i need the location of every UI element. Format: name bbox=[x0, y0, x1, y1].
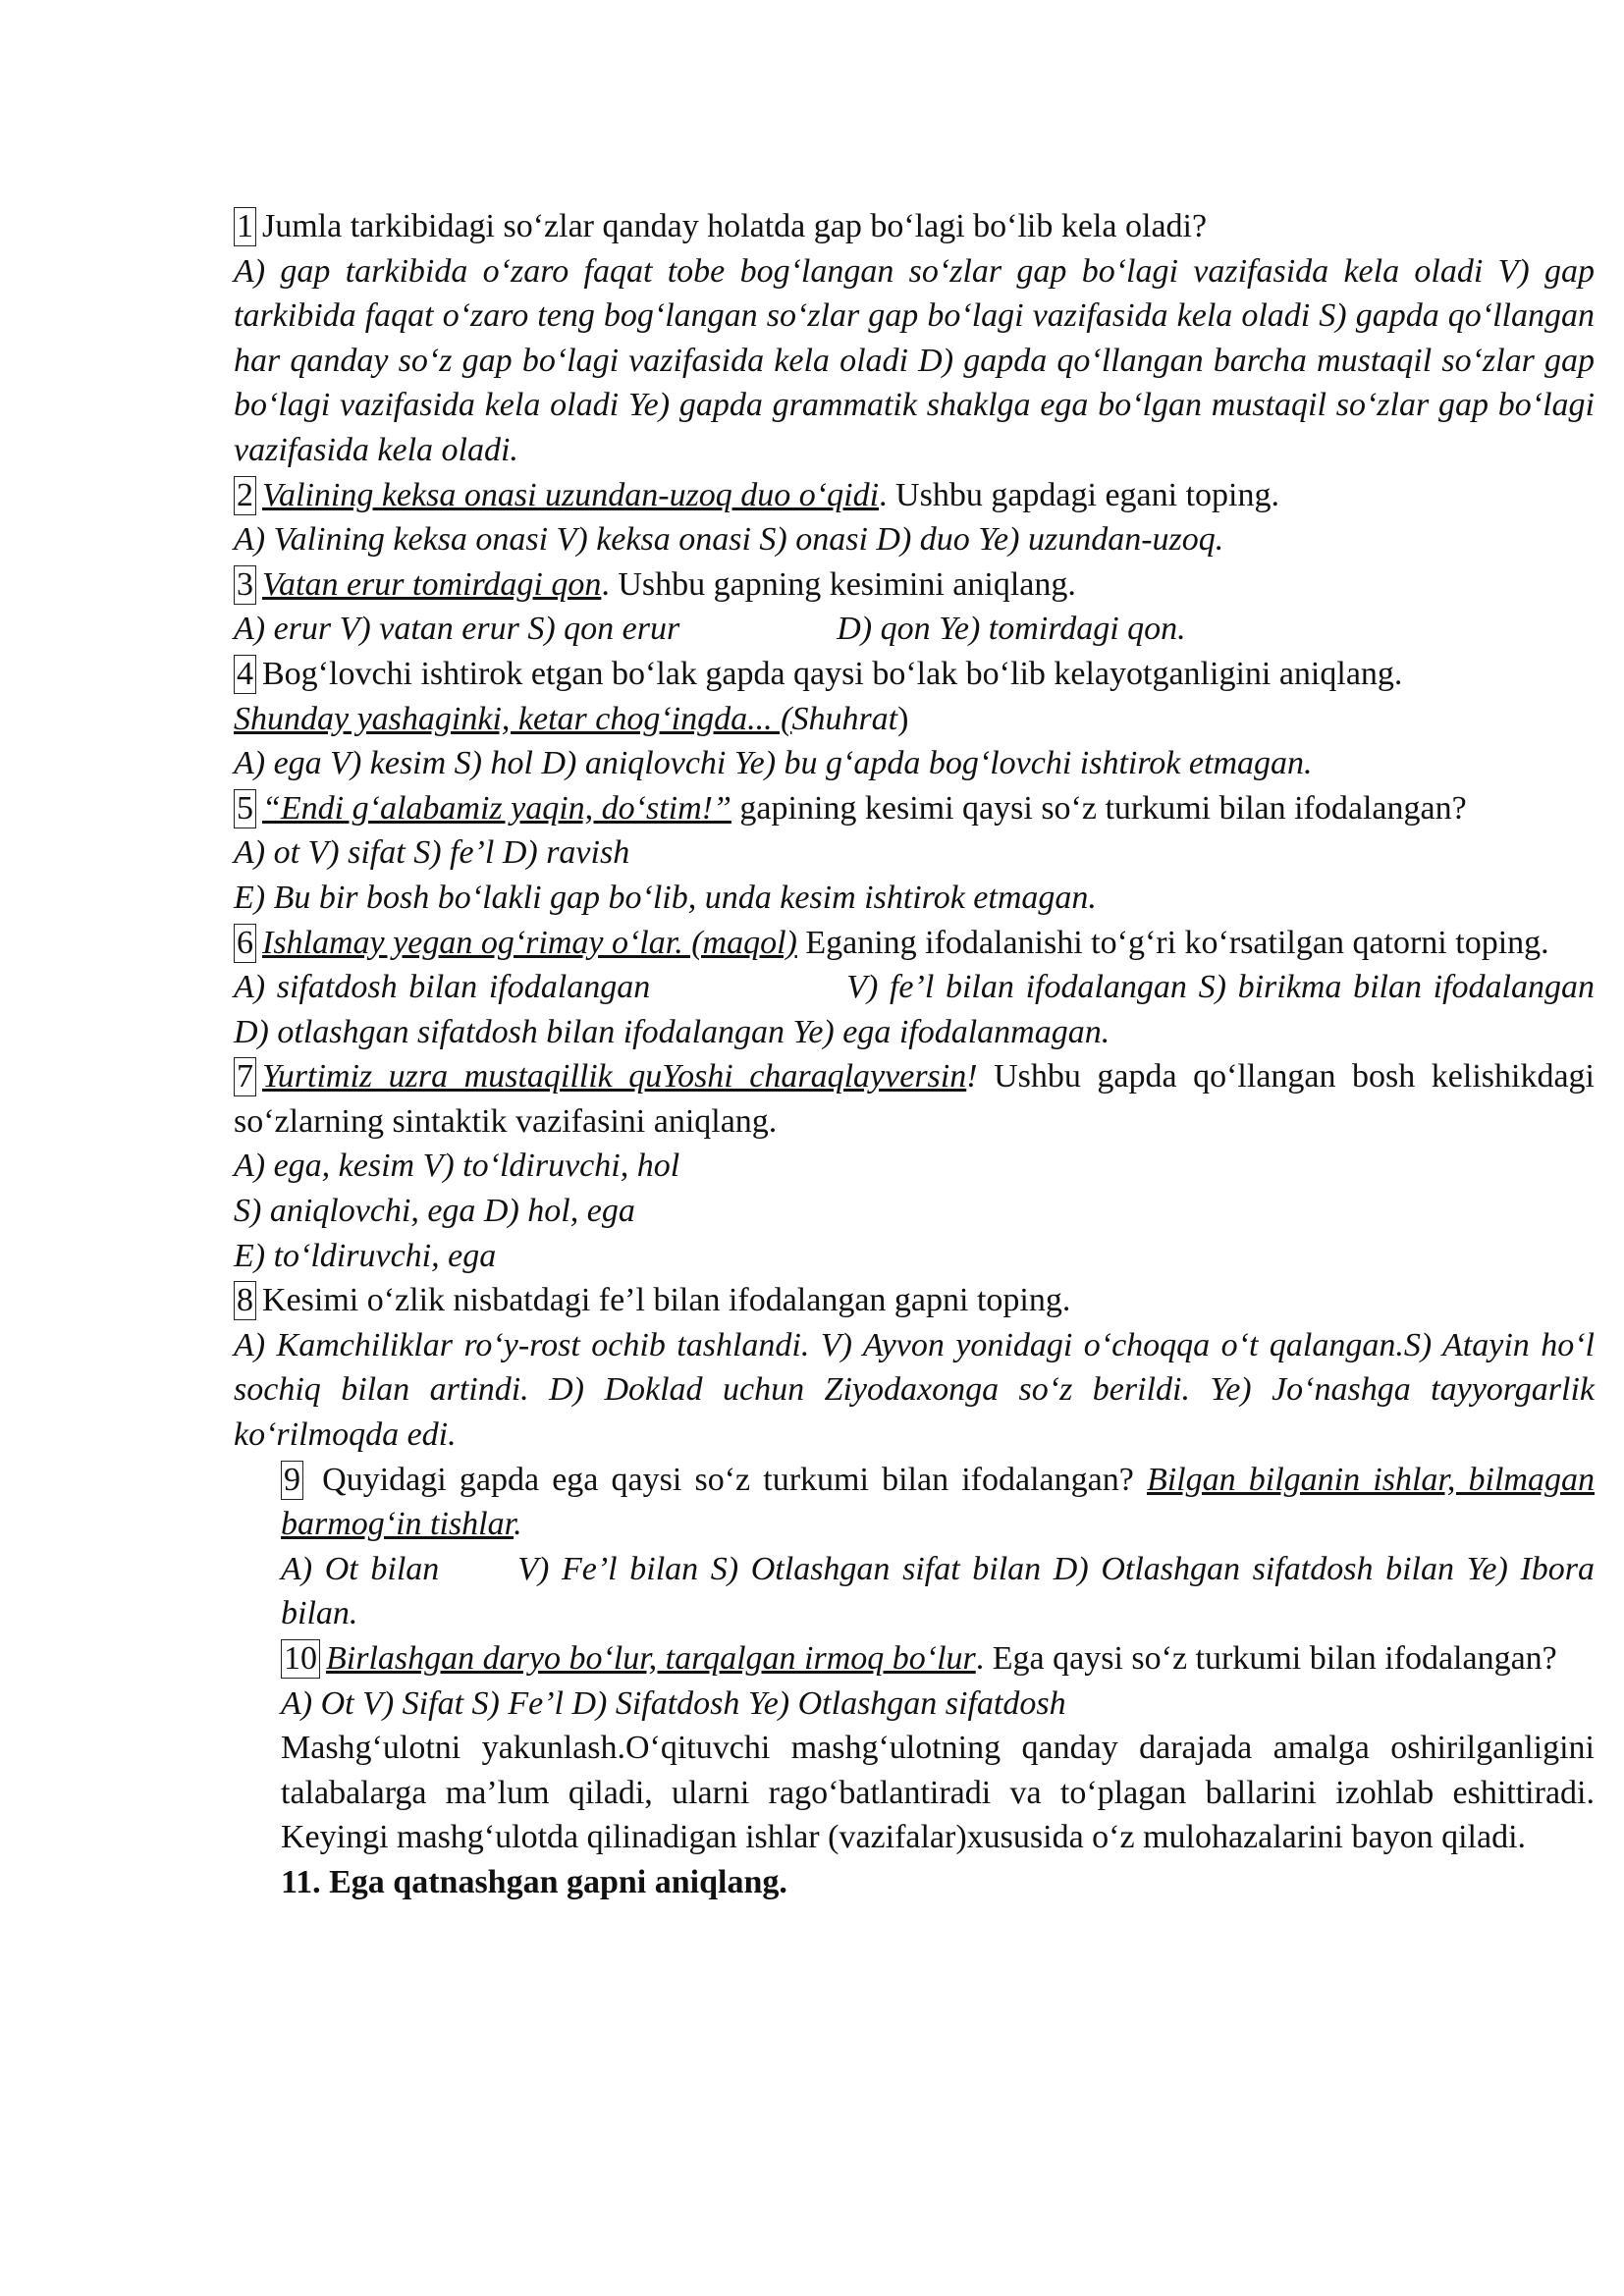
example-sentence: Yurtimiz uzra mustaqillik quYoshi charaqlayversin bbox=[262, 1058, 967, 1095]
question-number: 3 bbox=[234, 565, 256, 605]
question-text: Bog‘lovchi ishtirok etgan bo‘lak gapda qaysi bo‘lak bo‘lib kelayotganligini aniqlang. bbox=[262, 655, 1403, 692]
answer-options-second: V) fe’l bilan ifodalangan S) birikma bilan ifodalangan D) otlashgan sifatdosh bilan ifodalangan Ye) ega ifodalanmagan. bbox=[234, 969, 1595, 1050]
answer-options-first: A) erur V) vatan erur S) qon erur bbox=[234, 611, 680, 648]
question-number: 1 bbox=[234, 207, 256, 246]
question-8 bbox=[234, 1278, 1595, 1323]
answer-options-second: V) Fe’l bilan S) Otlashgan sifat bilan D) Otlashgan sifatdosh bilan Ye) Ibora bilan. bbox=[281, 1550, 1596, 1632]
question-2 bbox=[234, 473, 1595, 518]
example-sentence: Ishlamay yegan og‘rimay o‘lar. (maqol) bbox=[262, 924, 797, 961]
question-number: 8 bbox=[234, 1281, 256, 1320]
answer-options-second: D) qon Ye) tomirdagi qon. bbox=[837, 611, 1186, 648]
example-author-close: ) bbox=[897, 700, 909, 737]
question-6 bbox=[234, 921, 1595, 966]
example-punctuation: . bbox=[514, 1506, 522, 1543]
test-questions bbox=[234, 204, 1595, 1905]
example-sentence: Shunday yashaginki, ketar chog‘ingda... ( bbox=[234, 700, 792, 737]
answer-options bbox=[234, 1547, 1595, 1636]
answer-options: S) aniqlovchi, ega D) hol, ega bbox=[234, 1193, 635, 1230]
question-text: Jumla tarkibidagi so‘zlar qanday holatda gap bo‘lagi bo‘lib kela oladi? bbox=[262, 208, 1208, 244]
example-sentence: “Endi g‘alabamiz yaqin, do‘stim!” bbox=[262, 789, 731, 827]
example-punctuation: ! bbox=[966, 1058, 978, 1095]
example-line bbox=[234, 697, 1595, 742]
answer-options: A) Valining keksa onasi V) keksa onasi S) onasi D) duo Ye) uzundan-uzoq. bbox=[234, 521, 1224, 559]
answer-options: A) Kamchiliklar ro‘y-rost ochib tashlandi. V) Ayvon yonidagi o‘choqqa o‘t qalangan.S) Atayin ho‘l sochiq bilan artindi. D) Doklad uchun Ziyodaxonga so‘z berildi. Ye) Jo‘nashga tayyorgarlik ko‘rilmoqda edi. bbox=[234, 1326, 1595, 1454]
question-9 bbox=[234, 1458, 1595, 1547]
question-text: . Ushbu gapning kesimini aniqlang. bbox=[601, 565, 1076, 603]
answer-options bbox=[234, 607, 1595, 652]
question-text: . Ega qaysi so‘z turkumi bilan ifodalangan? bbox=[975, 1640, 1557, 1677]
answer-options: A) ega, kesim V) to‘ldiruvchi, hol bbox=[234, 1148, 680, 1185]
question-7 bbox=[234, 1054, 1595, 1144]
question-number: 4 bbox=[234, 655, 256, 694]
question-4 bbox=[234, 652, 1595, 697]
question-10 bbox=[234, 1636, 1595, 1682]
question-text: . Ushbu gapdagi egani toping. bbox=[879, 476, 1279, 513]
answer-options: E) to‘ldiruvchi, ega bbox=[234, 1237, 497, 1274]
answer-options: E) Bu bir bosh bo‘lakli gap bo‘lib, unda kesim ishtirok etmagan. bbox=[234, 879, 1097, 916]
answer-options-first: A) Ot bilan bbox=[281, 1550, 440, 1587]
example-author: Shuhrat bbox=[791, 700, 898, 737]
question-text: Eganing ifodalanishi to‘g‘ri ko‘rsatilgan qatorni toping. bbox=[796, 924, 1549, 961]
example-sentence: Birlashgan daryo bo‘lur, tarqalgan irmoq bo‘lur bbox=[326, 1640, 976, 1677]
question-1 bbox=[234, 204, 1595, 249]
closing-paragraph: Mashg‘ulotni yakunlash.O‘qituvchi mashg‘ulotning qanday darajada amalga oshirilganligini talabalarga ma’lum qiladi, ularni rago‘batlantiradi va to‘plagan ballarini izohlab eshittiradi. Keyingi mashg‘ulotda qilinadigan ishlar (vazifalar)xususida o‘z mulohazalarini bayon qiladi. bbox=[281, 1730, 1595, 1856]
answer-options: A) gap tarkibida o‘zaro faqat tobe bog‘langan so‘zlar gap bo‘lagi vazifasida kela oladi V) gap tarkibida faqat o‘zaro teng bog‘langan so‘zlar gap bo‘lagi vazifasida kela oladi S) gapda qo‘llangan har qanday so‘z gap bo‘lagi vazifasida kela oladi D) gapda qo‘llangan barcha mustaqil so‘zlar gap bo‘lagi vazifasida kela oladi Ye) gapda grammatik shaklga ega bo‘lgan mustaqil so‘zlar gap bo‘lagi vazifasida kela oladi. bbox=[234, 252, 1595, 468]
question-text: Quyidagi gapda ega qaysi so‘z turkumi bilan ifodalangan? bbox=[309, 1461, 1147, 1498]
answer-options: A) Ot V) Sifat S) Fe’l D) Sifatdosh Ye) Otlashgan sifatdosh bbox=[281, 1684, 1066, 1722]
question-3 bbox=[234, 562, 1595, 608]
question-number: 5 bbox=[234, 789, 256, 828]
question-11: 11. Ega qatnashgan gapni aniqlang. bbox=[281, 1863, 787, 1900]
question-number: 7 bbox=[234, 1057, 256, 1096]
question-number: 6 bbox=[234, 924, 256, 963]
question-number: 2 bbox=[234, 476, 256, 515]
answer-options: A) ot V) sifat S) fe’l D) ravish bbox=[234, 834, 630, 872]
answer-options-first: A) sifatdosh bilan ifodalangan bbox=[234, 969, 651, 1006]
question-text: gapining kesimi qaysi so‘z turkumi bilan ifodalangan? bbox=[731, 789, 1467, 827]
question-5 bbox=[234, 786, 1595, 831]
answer-options bbox=[234, 965, 1595, 1054]
example-sentence: Valining keksa onasi uzundan-uzoq duo o‘qidi bbox=[262, 476, 880, 513]
question-text: Ushbu gapda qo‘llangan bosh kelishikdagi so‘zlarning sintaktik vazifasini aniqlang. bbox=[234, 1058, 1595, 1140]
example-sentence: Bilgan bilganin ishlar, bilmagan barmog‘in tishlar bbox=[281, 1461, 1595, 1543]
answer-options: A) ega V) kesim S) hol D) aniqlovchi Ye) bu g‘apda bog‘lovchi ishtirok etmagan. bbox=[234, 745, 1313, 782]
example-sentence: Vatan erur tomirdagi qon bbox=[262, 565, 602, 603]
question-text: Kesimi o‘zlik nisbatdagi fe’l bilan ifodalangan gapni toping. bbox=[262, 1282, 1071, 1319]
question-number: 10 bbox=[281, 1639, 320, 1679]
question-number: 9 bbox=[281, 1461, 303, 1500]
